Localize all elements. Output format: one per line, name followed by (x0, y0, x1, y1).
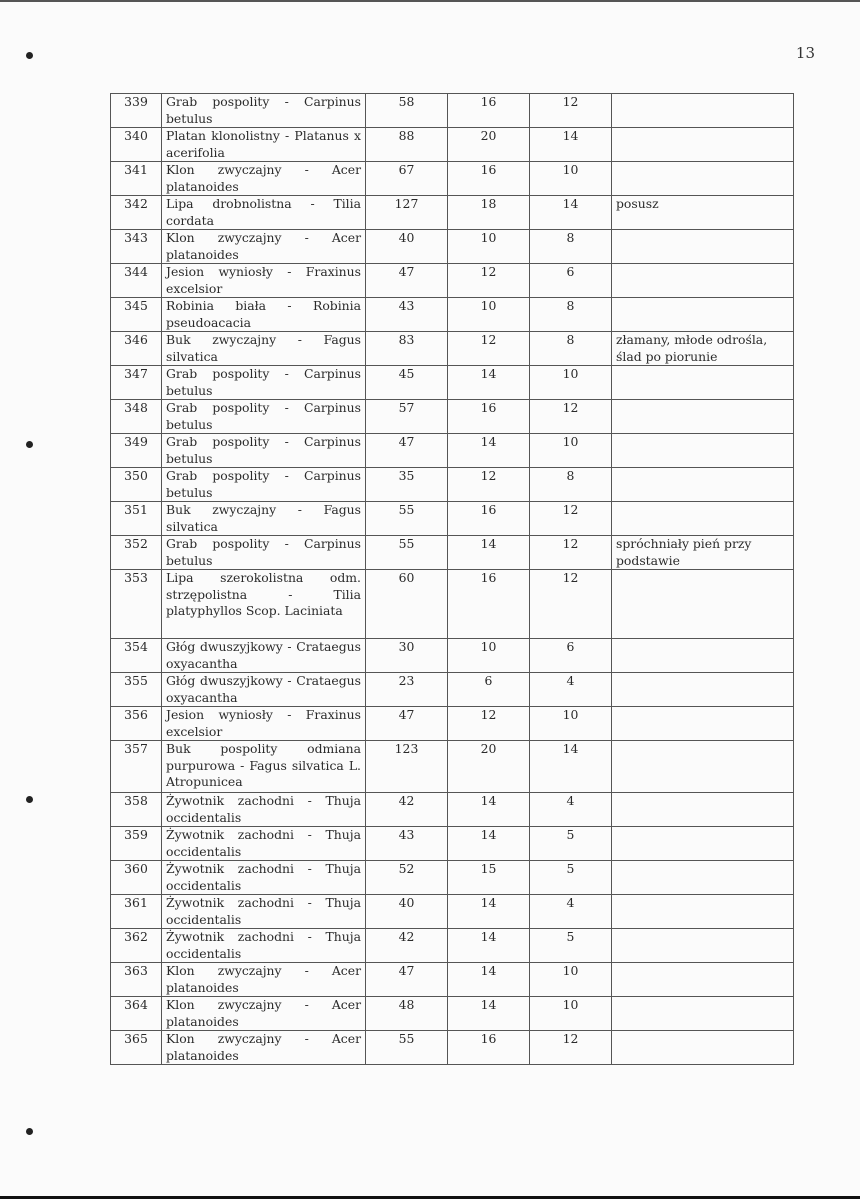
tree-number-cell: 348 (111, 400, 162, 434)
height-cell: 10 (448, 230, 530, 264)
tree-number-cell: 344 (111, 264, 162, 298)
remarks-cell: spróchniały pień przy podstawie (612, 536, 794, 570)
trunk-circumference-cell: 23 (366, 673, 448, 707)
species-name-cell: Głóg dwuszyjkowy - Crataegus oxyacantha (162, 673, 366, 707)
table-row (111, 468, 794, 502)
height-cell: 20 (448, 741, 530, 793)
tree-number-cell: 346 (111, 332, 162, 366)
species-name-cell: Jesion wyniosły - Fraxinus excelsior (162, 707, 366, 741)
remarks-cell: posusz (612, 196, 794, 230)
species-name-cell: Żywotnik zachodni - Thuja occidentalis (162, 895, 366, 929)
remarks-cell (612, 570, 794, 639)
species-name-cell: Grab pospolity - Carpinus betulus (162, 434, 366, 468)
remarks-cell (612, 707, 794, 741)
tree-number-cell: 343 (111, 230, 162, 264)
species-name-cell: Żywotnik zachodni - Thuja occidentalis (162, 793, 366, 827)
species-name-cell: Grab pospolity - Carpinus betulus (162, 400, 366, 434)
species-name-cell: Grab pospolity - Carpinus betulus (162, 468, 366, 502)
crown-cell: 8 (530, 332, 612, 366)
tree-number-cell: 352 (111, 536, 162, 570)
trunk-circumference-cell: 43 (366, 298, 448, 332)
remarks-cell (612, 230, 794, 264)
remarks-cell (612, 1031, 794, 1065)
tree-number-cell: 360 (111, 861, 162, 895)
crown-cell: 5 (530, 861, 612, 895)
table-row (111, 400, 794, 434)
table-row (111, 639, 794, 673)
table-row (111, 128, 794, 162)
table-body (111, 94, 794, 1065)
height-cell: 14 (448, 997, 530, 1031)
table-row (111, 963, 794, 997)
trunk-circumference-cell: 58 (366, 94, 448, 128)
page-number: 13 (795, 44, 815, 62)
table-row (111, 196, 794, 230)
crown-cell: 10 (530, 963, 612, 997)
height-cell: 14 (448, 536, 530, 570)
species-name-cell: Buk pospolity odmiana purpurowa - Fagus silvatica L. Atropunicea (162, 741, 366, 793)
table-row (111, 434, 794, 468)
species-name-cell: Buk zwyczajny - Fagus silvatica (162, 502, 366, 536)
trunk-circumference-cell: 55 (366, 1031, 448, 1065)
tree-number-cell: 351 (111, 502, 162, 536)
table-row (111, 793, 794, 827)
species-name-cell: Klon zwyczajny - Acer platanoides (162, 230, 366, 264)
page-edge-top (0, 0, 860, 2)
height-cell: 10 (448, 298, 530, 332)
tree-number-cell: 365 (111, 1031, 162, 1065)
species-name-cell: Grab pospolity - Carpinus betulus (162, 536, 366, 570)
remarks-cell (612, 741, 794, 793)
punch-hole-mark (26, 441, 33, 448)
table-row (111, 264, 794, 298)
height-cell: 16 (448, 502, 530, 536)
remarks-cell (612, 502, 794, 536)
trunk-circumference-cell: 47 (366, 434, 448, 468)
trunk-circumference-cell: 57 (366, 400, 448, 434)
species-name-cell: Grab pospolity - Carpinus betulus (162, 366, 366, 400)
trunk-circumference-cell: 67 (366, 162, 448, 196)
trunk-circumference-cell: 45 (366, 366, 448, 400)
remarks-cell (612, 997, 794, 1031)
height-cell: 14 (448, 895, 530, 929)
tree-number-cell: 357 (111, 741, 162, 793)
punch-hole-mark (26, 52, 33, 59)
height-cell: 18 (448, 196, 530, 230)
species-name-cell: Grab pospolity - Carpinus betulus (162, 94, 366, 128)
remarks-cell (612, 793, 794, 827)
crown-cell: 6 (530, 639, 612, 673)
crown-cell: 12 (530, 502, 612, 536)
height-cell: 6 (448, 673, 530, 707)
tree-number-cell: 345 (111, 298, 162, 332)
height-cell: 14 (448, 929, 530, 963)
crown-cell: 12 (530, 400, 612, 434)
table-row (111, 673, 794, 707)
remarks-cell: złamany, młode odrośla, ślad po piorunie (612, 332, 794, 366)
species-name-cell: Klon zwyczajny - Acer platanoides (162, 997, 366, 1031)
remarks-cell (612, 963, 794, 997)
height-cell: 12 (448, 264, 530, 298)
trunk-circumference-cell: 127 (366, 196, 448, 230)
species-name-cell: Żywotnik zachodni - Thuja occidentalis (162, 861, 366, 895)
crown-cell: 10 (530, 707, 612, 741)
height-cell: 16 (448, 94, 530, 128)
table-row (111, 827, 794, 861)
trunk-circumference-cell: 48 (366, 997, 448, 1031)
crown-cell: 10 (530, 434, 612, 468)
tree-number-cell: 349 (111, 434, 162, 468)
tree-number-cell: 363 (111, 963, 162, 997)
crown-cell: 5 (530, 827, 612, 861)
height-cell: 16 (448, 1031, 530, 1065)
remarks-cell (612, 861, 794, 895)
remarks-cell (612, 128, 794, 162)
table-row (111, 502, 794, 536)
crown-cell: 12 (530, 94, 612, 128)
tree-number-cell: 359 (111, 827, 162, 861)
tree-number-cell: 364 (111, 997, 162, 1031)
table-row (111, 536, 794, 570)
tree-number-cell: 350 (111, 468, 162, 502)
crown-cell: 4 (530, 673, 612, 707)
remarks-cell (612, 264, 794, 298)
crown-cell: 6 (530, 264, 612, 298)
tree-inventory-table (110, 93, 794, 1065)
table-row (111, 929, 794, 963)
table-row (111, 366, 794, 400)
height-cell: 14 (448, 793, 530, 827)
crown-cell: 4 (530, 895, 612, 929)
table-row (111, 162, 794, 196)
species-name-cell: Lipa szerokolistna odm. strzępolistna - Tilia platyphyllos Scop. Laciniata (162, 570, 366, 639)
trunk-circumference-cell: 52 (366, 861, 448, 895)
trunk-circumference-cell: 55 (366, 536, 448, 570)
tree-number-cell: 356 (111, 707, 162, 741)
trunk-circumference-cell: 30 (366, 639, 448, 673)
trunk-circumference-cell: 42 (366, 793, 448, 827)
species-name-cell: Głóg dwuszyjkowy - Crataegus oxyacantha (162, 639, 366, 673)
crown-cell: 10 (530, 366, 612, 400)
crown-cell: 12 (530, 570, 612, 639)
trunk-circumference-cell: 47 (366, 707, 448, 741)
height-cell: 10 (448, 639, 530, 673)
table-row (111, 298, 794, 332)
remarks-cell (612, 162, 794, 196)
height-cell: 20 (448, 128, 530, 162)
height-cell: 12 (448, 707, 530, 741)
crown-cell: 8 (530, 298, 612, 332)
trunk-circumference-cell: 35 (366, 468, 448, 502)
tree-number-cell: 361 (111, 895, 162, 929)
tree-number-cell: 342 (111, 196, 162, 230)
crown-cell: 8 (530, 468, 612, 502)
remarks-cell (612, 827, 794, 861)
species-name-cell: Klon zwyczajny - Acer platanoides (162, 162, 366, 196)
tree-number-cell: 353 (111, 570, 162, 639)
trunk-circumference-cell: 40 (366, 895, 448, 929)
remarks-cell (612, 366, 794, 400)
punch-hole-mark (26, 796, 33, 803)
table-row (111, 1031, 794, 1065)
species-name-cell: Lipa drobnolistna - Tilia cordata (162, 196, 366, 230)
table-row (111, 570, 794, 639)
crown-cell: 8 (530, 230, 612, 264)
height-cell: 15 (448, 861, 530, 895)
table-row (111, 895, 794, 929)
height-cell: 14 (448, 963, 530, 997)
remarks-cell (612, 468, 794, 502)
remarks-cell (612, 895, 794, 929)
table-row (111, 230, 794, 264)
species-name-cell: Żywotnik zachodni - Thuja occidentalis (162, 929, 366, 963)
height-cell: 14 (448, 827, 530, 861)
tree-number-cell: 358 (111, 793, 162, 827)
remarks-cell (612, 929, 794, 963)
table-row (111, 707, 794, 741)
crown-cell: 12 (530, 1031, 612, 1065)
remarks-cell (612, 639, 794, 673)
crown-cell: 10 (530, 997, 612, 1031)
trunk-circumference-cell: 40 (366, 230, 448, 264)
species-name-cell: Klon zwyczajny - Acer platanoides (162, 1031, 366, 1065)
trunk-circumference-cell: 60 (366, 570, 448, 639)
trunk-circumference-cell: 55 (366, 502, 448, 536)
table-row (111, 741, 794, 793)
species-name-cell: Buk zwyczajny - Fagus silvatica (162, 332, 366, 366)
height-cell: 16 (448, 162, 530, 196)
table-row (111, 332, 794, 366)
tree-number-cell: 355 (111, 673, 162, 707)
remarks-cell (612, 400, 794, 434)
trunk-circumference-cell: 88 (366, 128, 448, 162)
trunk-circumference-cell: 47 (366, 264, 448, 298)
punch-hole-mark (26, 1128, 33, 1135)
remarks-cell (612, 434, 794, 468)
table-row (111, 94, 794, 128)
height-cell: 14 (448, 434, 530, 468)
remarks-cell (612, 94, 794, 128)
tree-number-cell: 341 (111, 162, 162, 196)
crown-cell: 14 (530, 128, 612, 162)
tree-number-cell: 339 (111, 94, 162, 128)
table-row (111, 861, 794, 895)
trunk-circumference-cell: 83 (366, 332, 448, 366)
species-name-cell: Jesion wyniosły - Fraxinus excelsior (162, 264, 366, 298)
crown-cell: 5 (530, 929, 612, 963)
height-cell: 14 (448, 366, 530, 400)
tree-number-cell: 347 (111, 366, 162, 400)
trunk-circumference-cell: 43 (366, 827, 448, 861)
crown-cell: 14 (530, 196, 612, 230)
crown-cell: 10 (530, 162, 612, 196)
tree-number-cell: 354 (111, 639, 162, 673)
crown-cell: 14 (530, 741, 612, 793)
height-cell: 16 (448, 570, 530, 639)
height-cell: 12 (448, 332, 530, 366)
height-cell: 16 (448, 400, 530, 434)
trunk-circumference-cell: 47 (366, 963, 448, 997)
crown-cell: 12 (530, 536, 612, 570)
species-name-cell: Żywotnik zachodni - Thuja occidentalis (162, 827, 366, 861)
tree-number-cell: 340 (111, 128, 162, 162)
species-name-cell: Platan klonolistny - Platanus x acerifolia (162, 128, 366, 162)
remarks-cell (612, 673, 794, 707)
table-row (111, 997, 794, 1031)
height-cell: 12 (448, 468, 530, 502)
remarks-cell (612, 298, 794, 332)
trunk-circumference-cell: 123 (366, 741, 448, 793)
trunk-circumference-cell: 42 (366, 929, 448, 963)
tree-number-cell: 362 (111, 929, 162, 963)
species-name-cell: Robinia biała - Robinia pseudoacacia (162, 298, 366, 332)
species-name-cell: Klon zwyczajny - Acer platanoides (162, 963, 366, 997)
crown-cell: 4 (530, 793, 612, 827)
